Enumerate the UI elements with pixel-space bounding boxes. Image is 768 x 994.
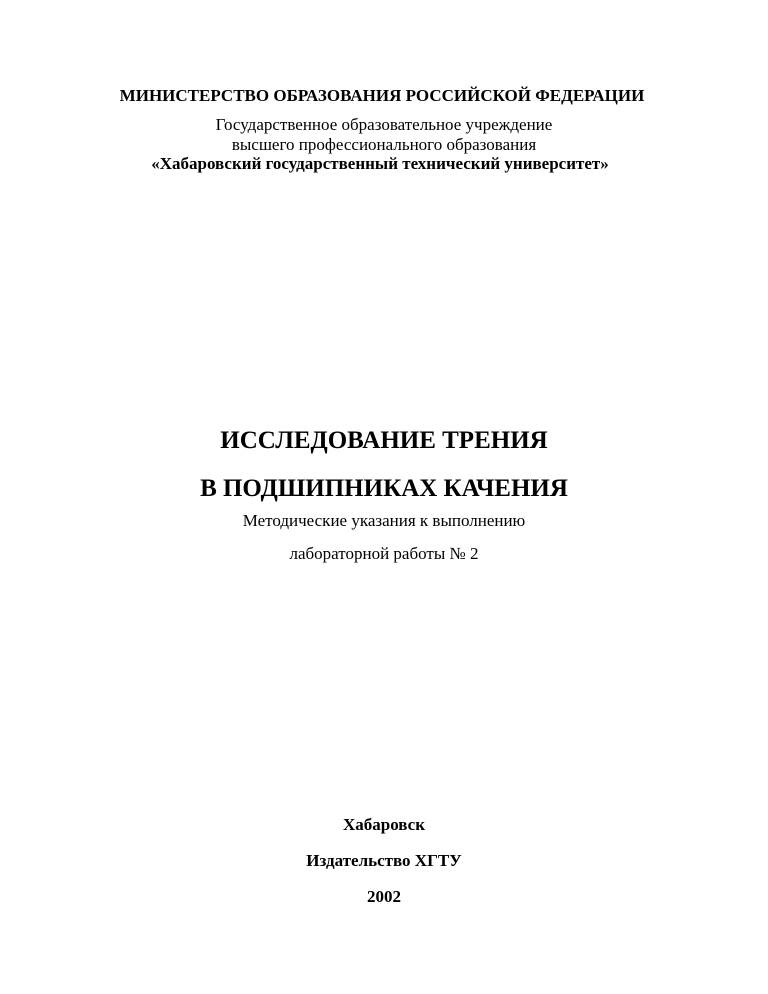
ministry-heading: МИНИСТЕРСТВО ОБРАЗОВАНИЯ РОССИЙСКОЙ ФЕДЕРАЦИИ xyxy=(119,86,645,105)
document-subtitle-line-1: Методические указания к выполнению xyxy=(242,511,526,530)
document-title-line-1: ИССЛЕДОВАНИЕ ТРЕНИЯ xyxy=(220,427,548,454)
institution-level-line: высшего профессионального образования xyxy=(231,135,537,154)
university-name: «Хабаровский государственный технический университет» xyxy=(151,154,609,173)
publisher-name: Издательство ХГТУ xyxy=(306,851,462,870)
publication-year: 2002 xyxy=(367,887,401,906)
publication-city: Хабаровск xyxy=(342,815,426,834)
document-subtitle-line-2: лабораторной работы № 2 xyxy=(289,544,479,563)
document-title-line-2: В ПОДШИПНИКАХ КАЧЕНИЯ xyxy=(200,475,568,502)
institution-type-line: Государственное образовательное учреждение xyxy=(215,115,553,134)
